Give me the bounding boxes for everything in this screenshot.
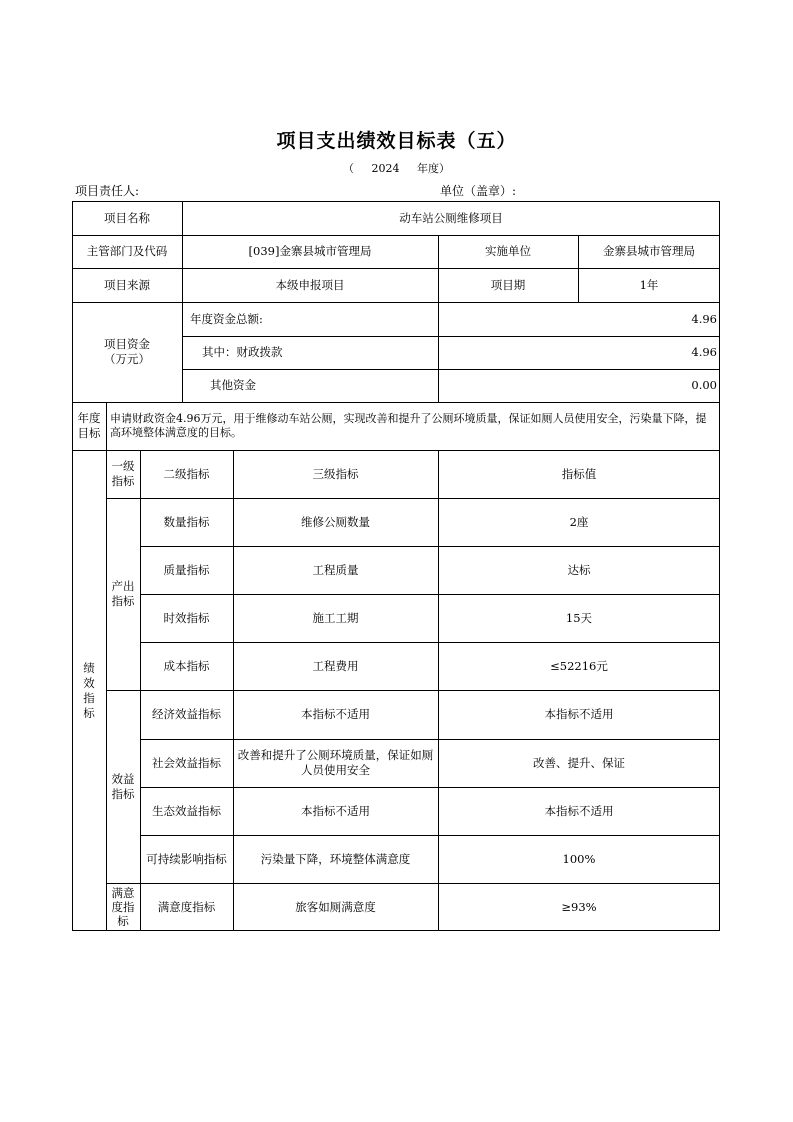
perf-row-level3: 本指标不适用 [301,707,370,721]
fund-total-label: 年度资金总额: [190,311,263,326]
fund-fiscal-label: 其中：财政拨款 [202,345,283,359]
fund-label [72,302,182,402]
project-name-value: 动车站公厕维修项目 [399,210,503,225]
satisfaction-label-line: 度指 [111,900,135,914]
col-header-level1 [106,450,140,498]
perf-label-char: 指 [83,690,95,705]
output-label-line: 指标 [111,594,135,608]
perf-row-level3: 维修公厕数量 [301,514,370,529]
perf-row-level3: 本指标不适用 [301,803,370,818]
perf-row-value: 本指标不适用 [544,707,614,721]
impl-value: 金寨县城市管理局 [603,244,695,258]
perf-row-value: ≥93% [561,899,597,914]
perf-label-char: 标 [83,705,95,720]
perf-label-char: 绩 [83,660,95,675]
unit-stamp-label: 单位（盖章）: [440,184,517,198]
responsible-label: 项目责任人: [75,184,140,198]
source-value: 本级申报项目 [275,277,345,292]
source-label: 项目来源 [104,277,150,292]
satisfaction-label-line: 满意 [111,886,135,900]
perf-row-level2: 社会效益指标 [152,755,221,770]
benefit-label-line: 指标 [111,786,135,801]
satisfaction-label-line: 标 [117,914,129,928]
col-header-level1-line: 指标 [111,474,135,488]
year-open: （ [343,162,354,175]
perf-row-value: ≤52216元 [550,658,608,673]
page-title: 项目支出绩效目标表（五） [276,130,517,152]
annual-goal-text: 申请财政资金4.96万元，用于维修动车站公厕，实现改善和提升了公厕环境质量，保证如厕人员使用安全，污染量下降，提高环境整体满意度的目标。 [110,412,707,439]
satisfaction-indicator-label [106,883,140,931]
perf-row-level2: 成本指标 [163,658,210,673]
perf-row-level3: 旅客如厕满意度 [295,899,376,914]
perf-row-value: 15天 [565,610,593,625]
goal-label-line1: 年度 [77,411,101,425]
col-header-level2: 二级指标 [163,466,210,481]
dept-label: 主管部门及代码 [86,244,168,258]
year-suffix: 年度） [417,162,450,175]
perf-row-level2: 可持续影响指标 [146,851,227,866]
perf-row-value: 2座 [569,514,589,529]
perf-row-level3: 工程费用 [312,658,359,673]
benefit-indicator-label [106,690,140,883]
perf-row-level3: 改善和提升了公厕环境质量，保证如厕人员使用安全 [237,748,434,777]
perf-label-char: 效 [83,675,95,690]
dept-value: [039]金寨县城市管理局 [248,244,372,258]
perf-row-level3: 工程质量 [312,562,359,577]
fund-fiscal-value: 4.96 [691,345,717,359]
fund-other-label: 其他资金 [210,378,256,392]
perf-row-value: 本指标不适用 [544,803,614,818]
annual-goal-label [72,402,106,450]
fund-total-value: 4.96 [691,311,717,326]
col-header-level1-line: 一级 [111,459,135,473]
year-line [0,160,793,176]
perf-row-level3: 污染量下降，环境整体满意度 [260,851,411,866]
fund-other-value: 0.00 [691,378,717,392]
perf-row-value: 达标 [567,562,591,577]
output-indicator-label [106,498,140,690]
fund-label-line1: 项目资金 [104,337,150,351]
perf-row-level2: 数量指标 [163,514,210,529]
fund-label-line2: （万元） [104,352,150,366]
col-header-level3: 三级指标 [312,466,359,481]
goal-label-line2: 目标 [77,426,101,440]
perf-row-value: 100% [562,851,596,866]
benefit-label-line: 效益 [111,771,135,786]
impl-label: 实施单位 [485,244,531,258]
col-header-value: 指标值 [561,466,597,481]
perf-row-level2: 生态效益指标 [152,803,221,818]
perf-row-level2: 时效指标 [163,610,210,625]
period-label: 项目期 [490,277,526,292]
perf-row-level2: 满意度指标 [157,899,216,914]
perf-section-label [72,450,106,931]
perf-row-level2: 经济效益指标 [152,707,221,721]
output-label-line: 产出 [111,579,135,593]
period-value: 1年 [639,277,659,292]
perf-row-level3: 施工工期 [312,610,359,625]
perf-row-value: 改善、提升、保证 [533,755,625,770]
perf-row-level2: 质量指标 [163,562,210,577]
project-name-label: 项目名称 [104,210,150,225]
year-value: 2024 [371,162,400,175]
